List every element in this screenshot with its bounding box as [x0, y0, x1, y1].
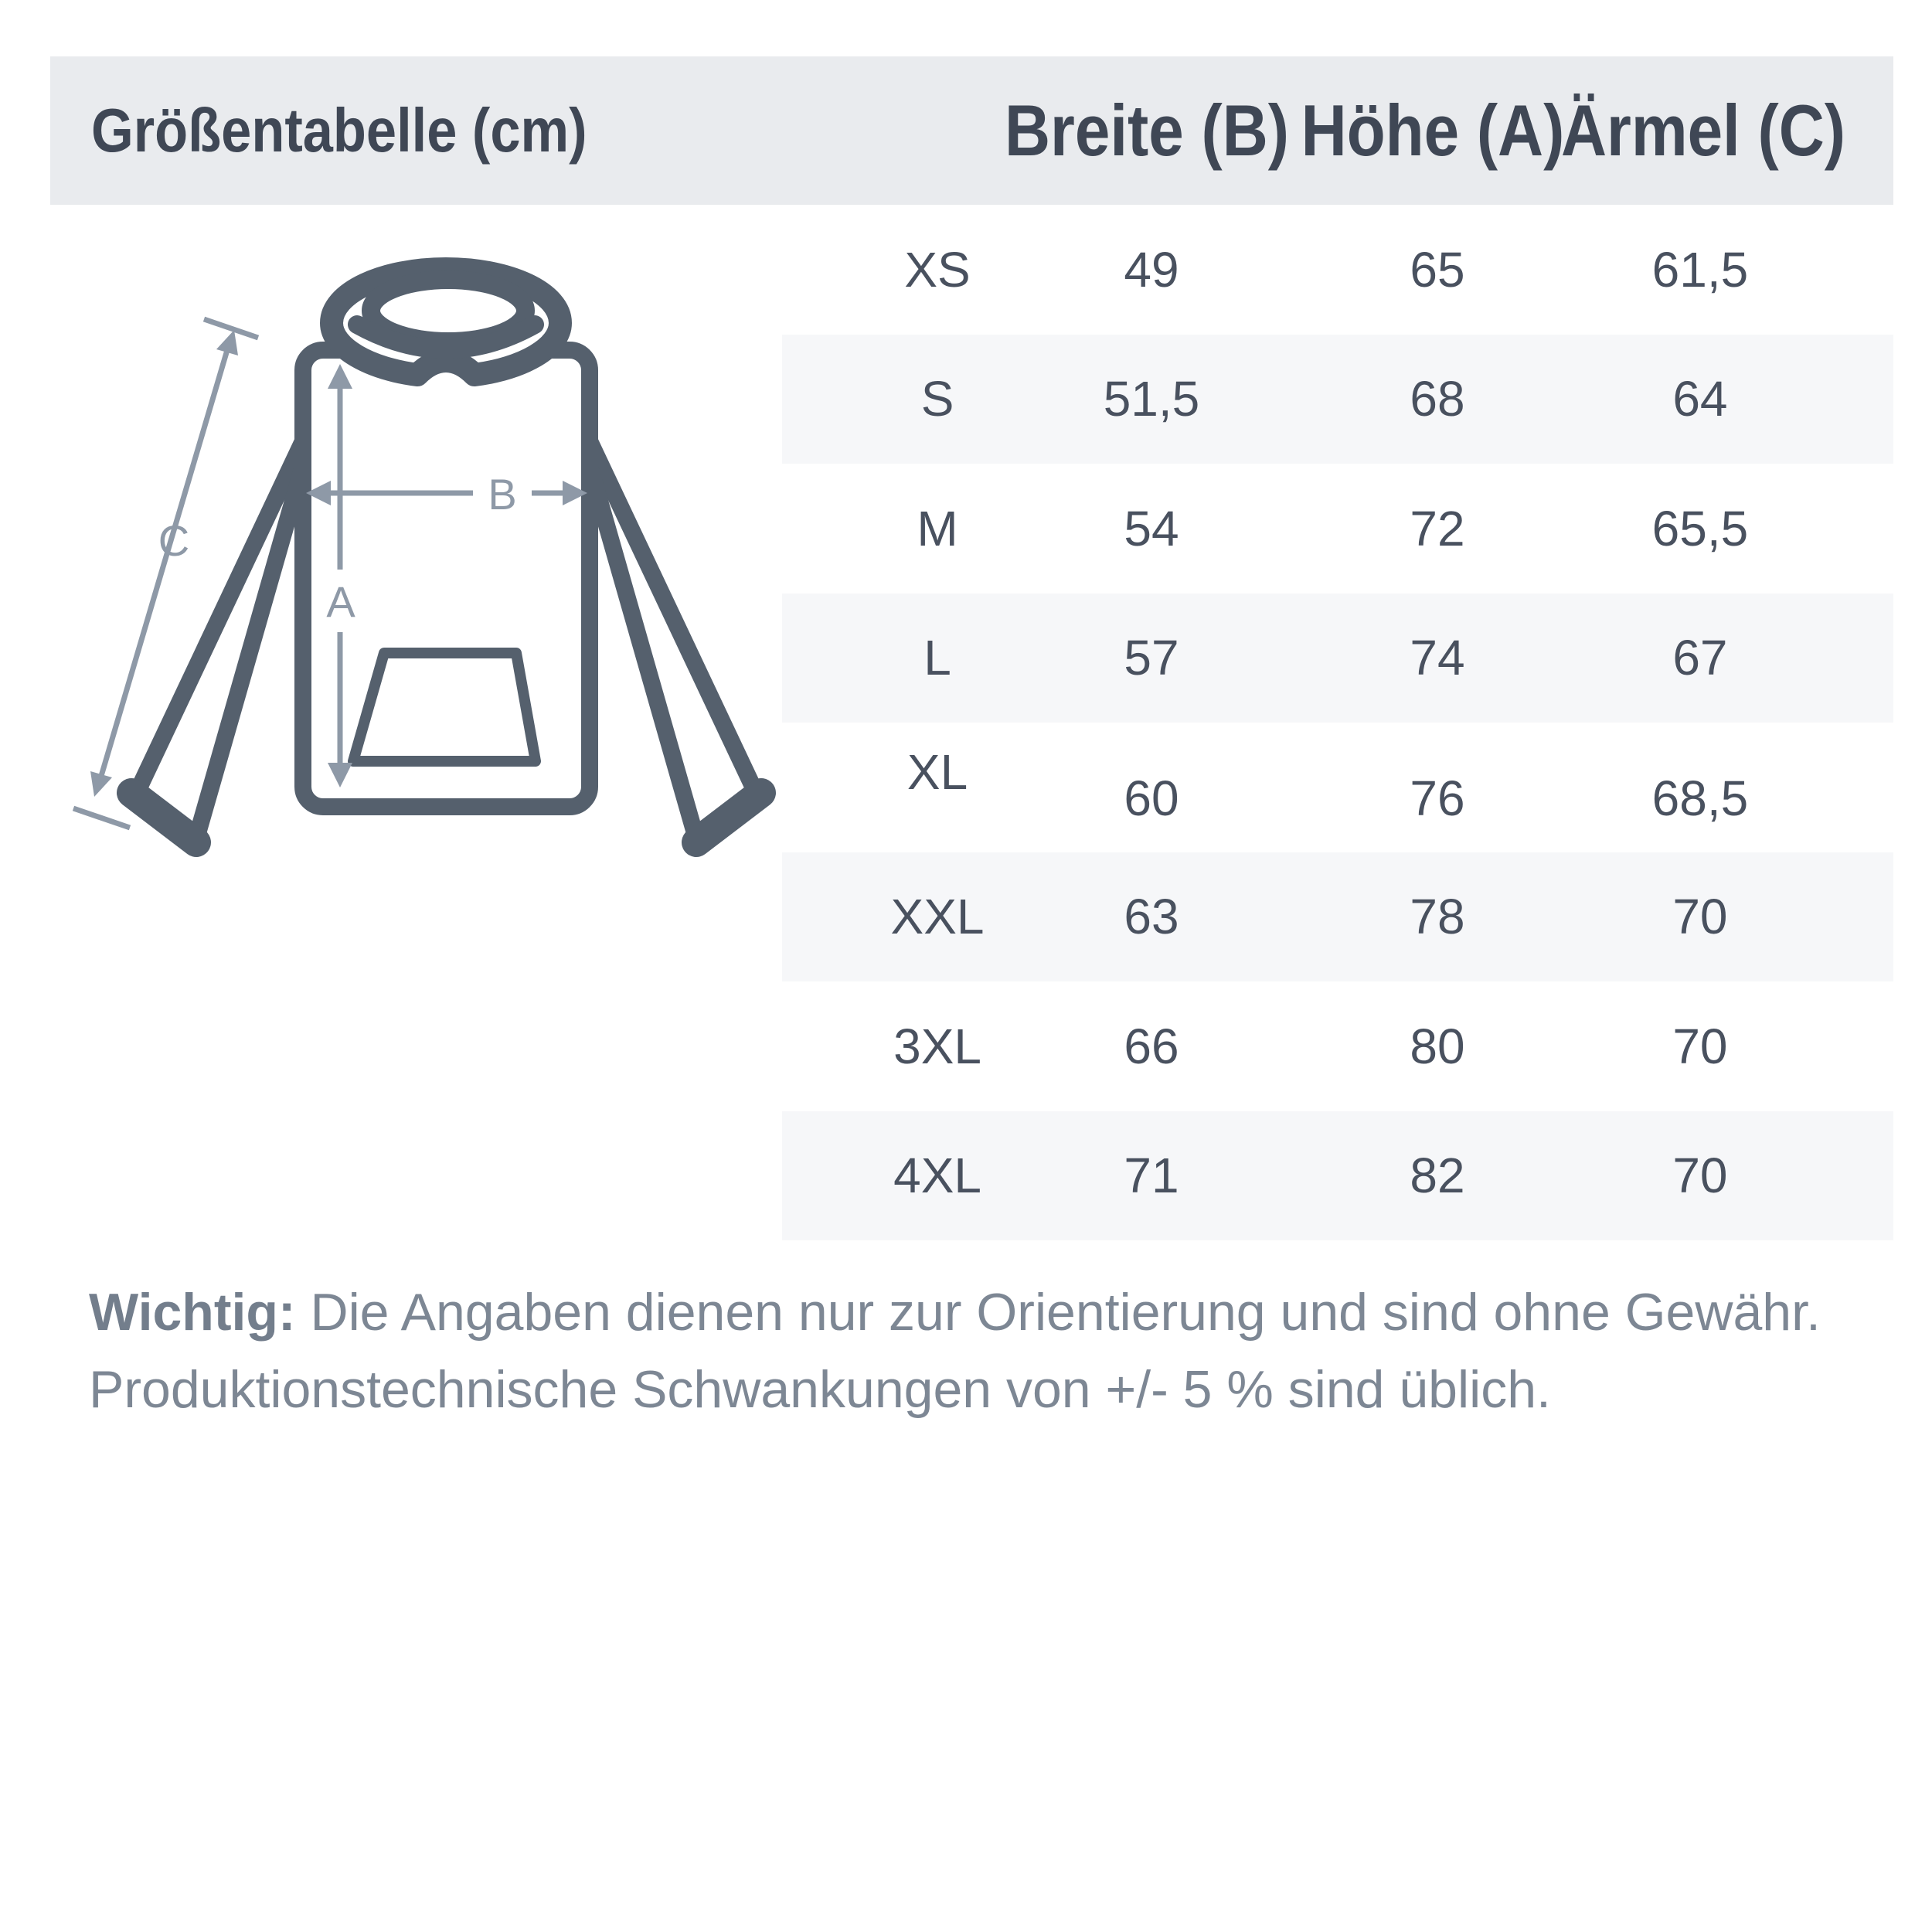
label-a: A — [326, 577, 355, 626]
aermel-value: 68,5 — [1651, 770, 1749, 826]
label-b: B — [488, 470, 517, 519]
breite-value: 57 — [1124, 630, 1179, 686]
hoehe-value: 82 — [1410, 1148, 1465, 1204]
arrow-downleft-icon — [90, 771, 112, 797]
disclaimer-line-1-rest: Die Angaben dienen nur zur Orientierung und sind ohne Gewähr. — [295, 1283, 1821, 1342]
hoehe-value: 76 — [1410, 770, 1465, 826]
size-chart-header-bar — [50, 56, 1893, 205]
disclaimer-line-2: Produktionstechnische Schwankungen von +/- 5 % sind üblich. — [89, 1360, 1551, 1419]
hoodie-pocket — [353, 653, 536, 761]
disclaimer-note — [89, 1274, 1866, 1428]
hoehe-value: 80 — [1410, 1018, 1465, 1074]
disclaimer-bold: Wichtig: — [89, 1283, 296, 1342]
aermel-value: 70 — [1672, 1018, 1728, 1074]
size-label: 4XL — [893, 1148, 981, 1204]
column-header-hoehe: Höhe (A) — [1301, 90, 1565, 171]
disclaimer-line-1 — [89, 1274, 1866, 1351]
breite-value: 60 — [1124, 770, 1179, 826]
page-title-text: Größentabelle (cm) — [91, 96, 587, 165]
size-label: XS — [904, 241, 971, 298]
size-label: 3XL — [893, 1018, 981, 1074]
breite-value: 49 — [1124, 241, 1179, 298]
hoehe-value: 78 — [1410, 889, 1465, 945]
table-row — [782, 852, 1893, 982]
breite-value: 63 — [1124, 889, 1179, 945]
breite-value: 66 — [1124, 1018, 1179, 1074]
column-header-breite: Breite (B) — [1005, 90, 1290, 171]
hoehe-value: 68 — [1410, 371, 1465, 427]
breite-value: 54 — [1124, 500, 1179, 556]
table-row — [782, 335, 1893, 464]
column-header-aermel: Ärmel (C) — [1561, 90, 1846, 171]
table-row — [782, 1111, 1893, 1241]
size-label: M — [917, 500, 958, 556]
breite-value: 51,5 — [1103, 371, 1200, 427]
breite-value: 71 — [1124, 1148, 1179, 1204]
hoodie-hood — [332, 269, 560, 375]
hoehe-value: 65 — [1410, 241, 1465, 298]
hoodie-diagram-svg — [46, 255, 804, 873]
page-title — [91, 95, 655, 166]
arrow-upright-icon — [216, 330, 238, 355]
table-row — [782, 464, 1893, 594]
size-label: L — [923, 630, 951, 686]
size-label: XL — [906, 743, 968, 800]
aermel-value: 61,5 — [1651, 241, 1749, 298]
c-bottom-tick — [73, 808, 130, 828]
table-row — [782, 205, 1893, 335]
aermel-value: 70 — [1672, 889, 1728, 945]
aermel-value: 70 — [1672, 1148, 1728, 1204]
size-table — [782, 205, 1893, 1240]
label-c: C — [158, 516, 190, 565]
size-label: XXL — [890, 889, 985, 945]
table-row — [782, 723, 1893, 852]
size-label: S — [920, 371, 954, 427]
aermel-value: 65,5 — [1651, 500, 1749, 556]
aermel-value: 64 — [1672, 371, 1728, 427]
table-row — [782, 594, 1893, 723]
table-row — [782, 981, 1893, 1111]
hoodie-measurement-diagram — [46, 255, 804, 873]
hoehe-value: 72 — [1410, 500, 1465, 556]
aermel-value: 67 — [1672, 630, 1728, 686]
hoehe-value: 74 — [1410, 630, 1465, 686]
